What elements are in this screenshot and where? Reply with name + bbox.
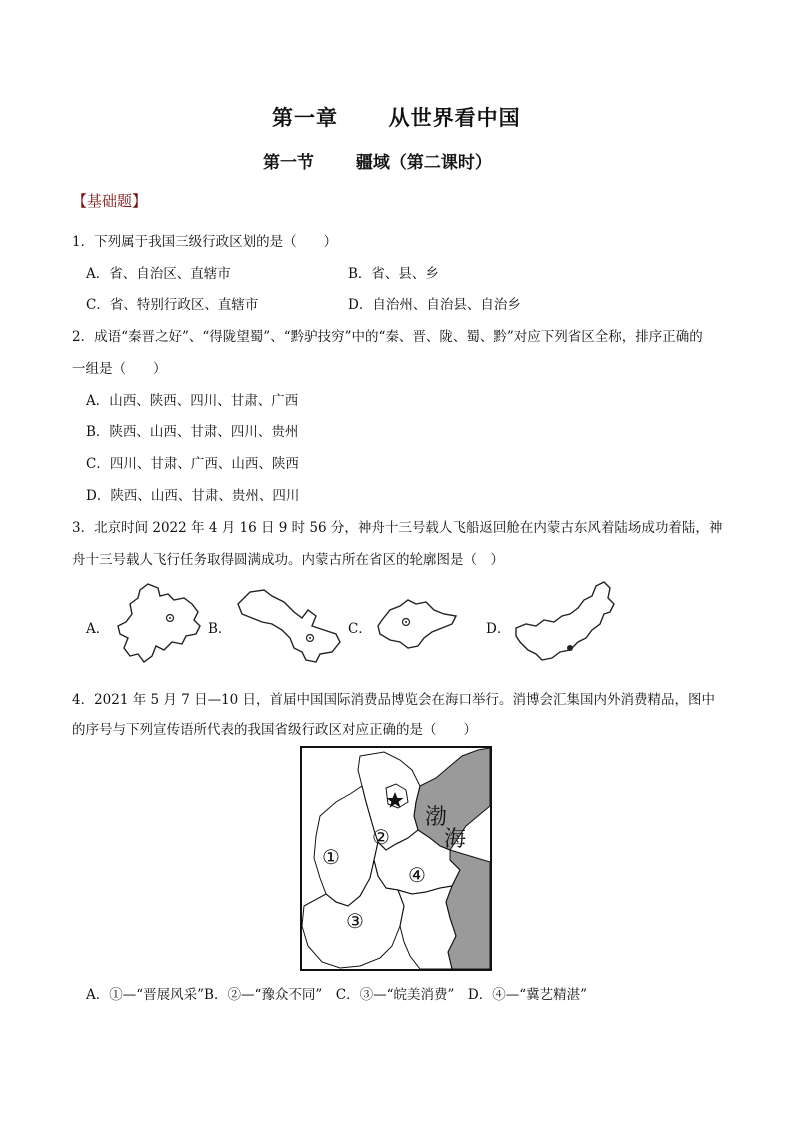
q1-stem: 1．下列属于我国三级行政区划的是（ ）: [72, 234, 338, 250]
q2-stem-line1: 2．成语“秦晋之好”、“得陇望蜀”、“黔驴技穷”中的“秦、晋、陇、蜀、黔”对应下列省区全称，排序正确的: [72, 329, 703, 345]
inner-mongolia-outline-icon: [512, 580, 624, 668]
chapter-name: 从世界看中国: [388, 105, 521, 130]
q1-option-c: C．省、特别行政区、直辖市: [86, 297, 259, 313]
sea-label-2: 海: [444, 827, 467, 852]
sea-label-1: 渤: [425, 805, 448, 830]
chapter-title: [272, 102, 521, 132]
chapter-label: 第一章: [272, 105, 338, 130]
section-name: 疆域（第二课时）: [355, 153, 492, 173]
q4-options: A．①—“晋展风采”B．②—“豫众不同” C．③—“皖美消费” D．④—“冀艺精湛”: [86, 987, 588, 1003]
q4-stem-line2: 的序号与下列宣传语所代表的我国省级行政区对应正确的是（ ）: [72, 722, 477, 738]
q1-option-b: B．省、县、乡: [348, 266, 439, 282]
map-number-3: ③: [346, 909, 364, 933]
basic-questions-tag: 【基础题】: [72, 192, 148, 210]
north-china-map: [300, 746, 492, 971]
map-number-2: ②: [372, 825, 390, 849]
q2-stem-line2: 一组是（ ）: [72, 361, 167, 377]
q2-option-a: A．山西、陕西、四川、甘肃、广西: [86, 393, 299, 409]
shandong-outline-icon: [372, 596, 462, 652]
map-number-1: ①: [322, 845, 340, 869]
q2-option-d: D．陕西、山西、甘肃、贵州、四川: [86, 488, 300, 504]
q2-option-b: B．陕西、山西、甘肃、四川、贵州: [86, 424, 299, 440]
q3-option-c: C．: [348, 621, 372, 637]
q3-option-a: A．: [86, 621, 110, 637]
q4-stem-line1: 4．2021 年 5 月 7 日—10 日，首届中国国际消费品博览会在海口举行。消博会汇集国内外消费精品，图中: [72, 692, 716, 708]
section-title: [263, 148, 492, 173]
q3-option-b: B．: [208, 621, 232, 637]
gansu-outline-icon: [232, 582, 344, 668]
section-label: 第一节: [263, 153, 314, 173]
q1-option-a: A．省、自治区、直辖市: [86, 266, 231, 282]
yunnan-outline-icon: [112, 580, 208, 666]
map-number-4: ④: [408, 863, 426, 887]
q3-stem-line1: 3．北京时间 2022 年 4 月 16 日 9 时 56 分，神舟十三号载人飞船返回舱在内蒙古东风着陆场成功着陆，神: [72, 520, 723, 536]
q1-option-d: D．自治州、自治县、自治乡: [348, 297, 521, 313]
q3-option-d: D．: [486, 621, 511, 637]
q2-option-c: C．四川、甘肃、广西、山西、陕西: [86, 456, 299, 472]
q3-stem-line2: 舟十三号载人飞行任务取得圆满成功。内蒙古所在省区的轮廓图是（ ）: [72, 552, 504, 568]
